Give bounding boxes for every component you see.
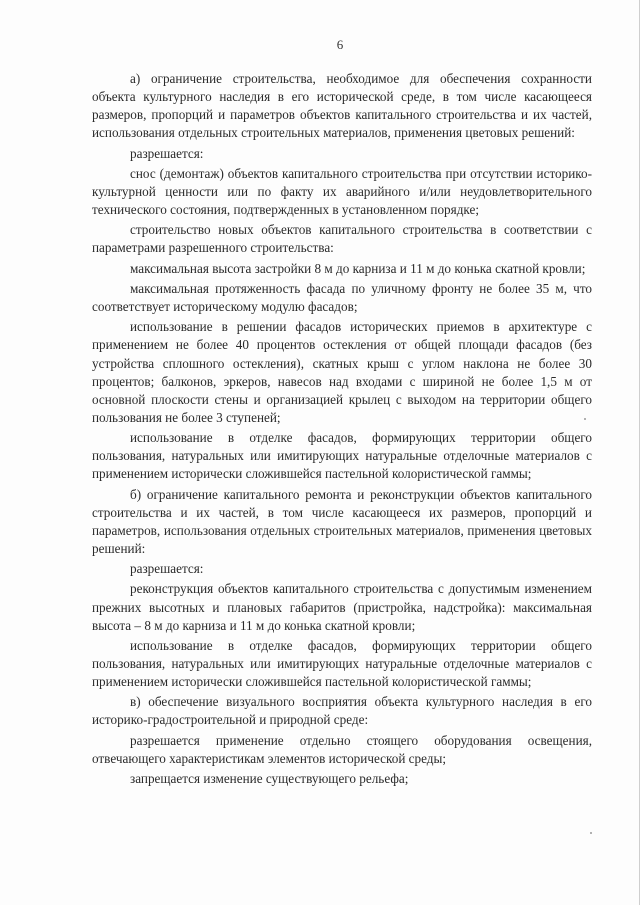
paragraph-lighting: разрешается применение отдельно стоящего оборудования освещения, отвечающего характеристикам элементов исторической среды; bbox=[92, 732, 592, 766]
paragraph-facade-finishing-2: использование в отделке фасадов, формирующих территории общего пользования, натуральных или имитирующих натуральные отделочные материалов с применением исторически сложившейся пастельной колористической гаммы; bbox=[92, 637, 592, 690]
paragraph-c-heading: в) обеспечение визуального восприятия объекта культурного наследия в его историко-градостроительной и природной среде: bbox=[92, 694, 592, 728]
paragraph-demolition: снос (демонтаж) объектов капитального строительства при отсутствии историко-культурной ценности или по факту их аварийного и/или неудовлетворительного технического состояния, подтвержденных в установленном порядке; bbox=[92, 165, 592, 218]
paragraph-new-construction: строительство новых объектов капитального строительства в соответствии с параметрами разрешенного строительства: bbox=[92, 222, 592, 256]
paragraph-historical-techniques: использование в решении фасадов исторических приемов в архитектуре с применением не более 40 процентов остекления от общей площади фасадов (без устройства сплошного остекления), скатных крыш с углом наклона не более 30 процентов; балконов, эркеров, навесов над входами с шириной не более 1,5 м от основной плоскости стены и организацией крылец с выходом на территории общего пользования не более 3 ступеней; bbox=[92, 319, 592, 425]
document-body bbox=[92, 70, 592, 790]
paragraph-facade-finishing: использование в отделке фасадов, формирующих территории общего пользования, натуральных или имитирующих натуральные отделочные материалов с применением исторически сложившейся пастельной колористической гаммы; bbox=[92, 430, 592, 482]
paragraph-a-heading: а) ограничение строительства, необходимое для обеспечения сохранности объекта культурного наследия в его исторической среде, в том числе касающееся размеров, пропорций и параметров объектов капитального строительства и их частей, использования отдельных строительных материалов, применения цветовых решений: bbox=[92, 71, 592, 141]
paragraph-facade-length: максимальная протяженность фасада по уличному фронту не более 35 м, что соответствует историческому модулю фасадов; bbox=[92, 280, 592, 315]
paragraph-max-height: максимальная высота застройки 8 м до карниза и 11 м до конька скатной кровли; bbox=[130, 260, 586, 276]
paragraph-allowed-label-2: разрешается: bbox=[130, 561, 204, 577]
paragraph-relief-prohibited: запрещается изменение существующего рельефа; bbox=[130, 771, 409, 787]
scan-speck bbox=[590, 832, 592, 834]
page-number: 6 bbox=[336, 37, 344, 52]
paragraph-reconstruction: реконструкция объектов капитального строительства с допустимым изменением прежних высотных и плановых габаритов (пристройка, надстройка): максимальная высота – 8 м до карниза и 11 м до конька скатной кровли; bbox=[92, 581, 592, 633]
paragraph-allowed-label: разрешается: bbox=[130, 145, 204, 161]
paragraph-b-heading: б) ограничение капитального ремонта и реконструкции объектов капитального строительства и их частей, в том числе касающееся их размеров, пропорций и параметров, использования отдельных строительных материалов, применения цветовых решений: bbox=[92, 486, 592, 556]
scan-speck bbox=[584, 418, 586, 420]
